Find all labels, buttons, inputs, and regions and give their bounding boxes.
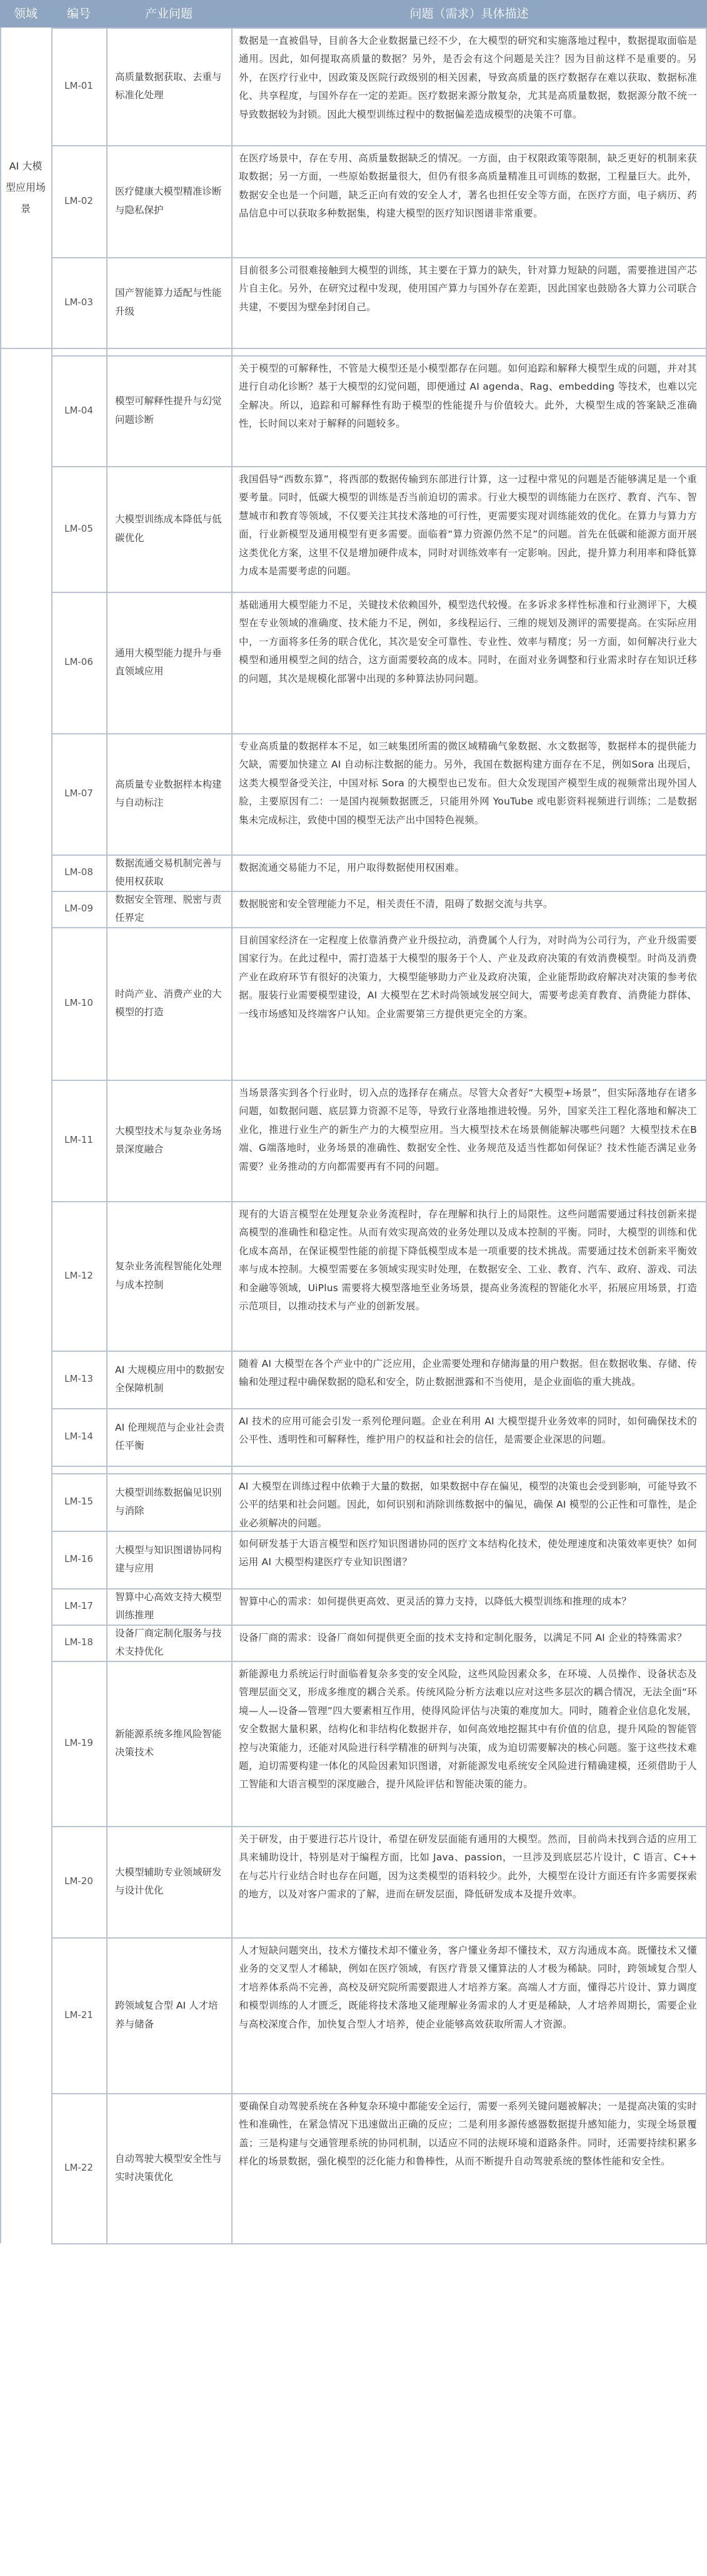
column-divider	[0, 28, 1, 2243]
row-id: LM-04	[64, 404, 93, 416]
row-description: 数据脱密和安全管理能力不足，相关责任不清，阻碍了数据交流与共享。	[239, 898, 553, 910]
row-description: 目前国家经济在一定程度上依靠消费产业升级拉动，消费属个人行为，对时尚为公司行为，产业升级需要国家行为。在此过程中，需打造基于大模型的服务于个人、产业及政府决策的有效消费模型。时尚及消费产业在政府环节有很好的决策力，大模型能够助力产业及政府决策，企业能帮助政府解决对决策的参考依据。服装行业需要模型建设，AI 大模型在艺术时尚领域发展空间大，需要考虑美育教育、消费能力群体、一线市场感知及终端客户认知。企业需要第三方提供更完全的方案。	[239, 935, 697, 1020]
row-description: 数据是一直被倡导，目前各大企业数据量已经不少，在大模型的研究和实施落地过程中，数据提取面临是通用。因此，如何提取高质量的数据？另外，是否会有这个问题是关注？因为目前这样不是重要的。另外，在医疗行业中，因政策及医院行政级别的相关因素，导致高质量的医疗数据存在难以获取、数据标准化、共享程度，与国外存在一定的差距。医疗数据来源分散复杂，尤其是高质量数据，数据源分散不统一导致数据较为封锁。因此大模型训练过程中的数据偏差造成模型的决策不可靠。	[239, 35, 697, 120]
row-problem: 通用大模型能力提升与垂直领域应用	[115, 647, 222, 677]
row-id: LM-12	[64, 1269, 93, 1281]
row-id: LM-14	[64, 1431, 93, 1443]
row-description: 关于模型的可解释性，不管是大模型还是小模型都存在问题。如何追踪和解释大模型生成的问题，并对其进行自动化诊断？基于大模型的幻觉问题，即便通过 AI agenda、Rag、embedding 等技术，也难以完全解决。所以，追踪和可解释性有助于模型的性能提升与价值较大。此外，大模型生成的答案缺乏准确性，长时间以来对于解释的问题较多。	[239, 363, 697, 430]
row-description: 现有的大语言模型在处理复杂业务流程时，存在理解和执行上的局限性。这些问题需要通过科技创新来提高模型的准确性和稳定性。从而有效实现高效的业务处理以及成本控制的平衡。同时，大模型的训练和优化成本高昂，在保证模型性能的前提下降低模型成本是一项重要的技术挑战。需要通过技术创新来平衡效率与成本控制。大模型需要在多领域实现实时处理，在数据安全、工业、教育、汽车、政府、游戏、司法和金融等领域，UiPlus 需要将大模型落地至业务场景，提高业务流程的智能化水平，拓展应用场景，打造示范项目，以推动技术与产业的创新发展。	[239, 1209, 697, 1312]
row-description: 如何研发基于大语言模型和医疗知识图谱协同的医疗文本结构化技术，使处理速度和决策效率更快？如何运用 AI 大模型构建医疗专业知识图谱？	[239, 1538, 697, 1568]
row-description: 目前很多公司很难接触到大模型的训练，其主要在于算力的缺失，针对算力短缺的问题，需要推进国产芯片自主化。另外，在研究过程中发现，使用国产算力与国外存在差距，因此国家也鼓励各大算力公司联合共建，不要因为壁垒封闭自己。	[239, 265, 697, 313]
row-description: 智算中心的需求：如何提供更高效、更灵活的算力支持，以降低大模型训练和推理的成本？	[239, 1596, 632, 1607]
row-description: AI 大模型在训练过程中依赖于大量的数据，如果数据中存在偏见，模型的决策也会受到影响，可能导致不公平的结果和社会问题。因此，如何识别和消除训练数据中的偏见，确保 AI 模型的公正性和可靠性，是企业必须解决的问题。	[239, 1481, 697, 1529]
row-problem: 大模型训练成本降低与低碳优化	[115, 514, 222, 544]
row-id: LM-06	[64, 656, 93, 668]
row-problem: 智算中心高效支持大模型训练推理	[115, 1591, 222, 1621]
row-problem: 大模型辅助专业领域研发与设计优化	[115, 1866, 222, 1896]
row-problem: 复杂业务流程智能化处理与成本控制	[115, 1260, 222, 1291]
row-problem: 大模型训练数据偏见识别与消除	[115, 1486, 222, 1516]
row-problem: 高质量专业数据样本构建与自动标注	[115, 778, 222, 808]
row-id: LM-19	[64, 1737, 93, 1749]
row-problem: 自动驾驶大模型安全性与实时决策优化	[115, 2153, 222, 2183]
row-id: LM-22	[64, 2162, 93, 2174]
header-id: 编号	[51, 0, 106, 28]
row-description: 随着 AI 大模型在各个产业中的广泛应用，企业需要处理和存储海量的用户数据。但在数据收集、存储、传输和处理过程中确保数据的隐私和安全，防止数据泄露和不当使用，是企业面临的重大挑战。	[239, 1358, 697, 1388]
row-divider	[51, 1466, 707, 1467]
row-problem: 医疗健康大模型精准诊断与隐私保护	[115, 186, 222, 216]
row-description: 专业高质量的数据样本不足，如三峡集团所需的微区域精确气象数据、水文数据等，数据样本的提供能力欠缺，需要加快建立 AI 自动标注数据的能力。另外，我国在数据构建方面存在不足，例如Sora 出现后，这类大模型备受关注，中国对标 Sora 的大模型也已发布。但大众发现国产模型生成的视频常出现外国人脸，主要原因有二：一是国内视频数据匮乏，只能用外网 YouTube 或电影资料视频进行训练；二是数据集未完成标注，致使中国的模型无法产出中国特色视频。	[239, 741, 697, 826]
domain-label: AI 大模型应用场景	[5, 160, 46, 215]
row-id: LM-21	[64, 2009, 93, 2021]
header-domain: 领域	[0, 0, 51, 28]
row-problem: 国产智能算力适配与性能升级	[115, 287, 222, 317]
row-problem: 大模型与知识图谱协同构建与应用	[115, 1544, 222, 1574]
row-description: 设备厂商的需求：设备厂商如何提供更全面的技术支持和定制化服务，以满足不同 AI 企业的特殊需求？	[239, 1632, 687, 1643]
row-id: LM-17	[64, 1600, 93, 1612]
row-problem: AI 伦理规范与企业社会责任平衡	[115, 1421, 225, 1451]
row-id: LM-18	[64, 1636, 93, 1648]
row-description: 在医疗场景中，存在专用、高质量数据缺乏的情况。一方面，由于权限政策等限制，缺乏更好的机制来获取数据；另一方面，一些原始数据量很大，但仍有很多高质量精准且可训练的数据，工程量巨大。此外，数据安全也是一个问题，缺乏正向有效的安全人才，著名也担任安全等方面，在医疗方面，电子病历、药品信息中可以获取多种数据集，构建大模型的医疗知识图谱非常重要。	[239, 153, 697, 220]
column-divider	[51, 28, 53, 2243]
row-id: LM-05	[64, 522, 93, 534]
row-description: AI 技术的应用可能会引发一系列伦理问题。企业在利用 AI 大模型提升业务效率的同时，如何确保技术的公平性、透明性和可解释性，维护用户的权益和社会的信任，是需要企业深思的问题。	[239, 1416, 697, 1446]
header-description: 问题（需求）具体描述	[231, 0, 707, 28]
row-problem: 数据安全管理、脱密与责任界定	[115, 893, 222, 923]
domain-divider	[0, 348, 51, 349]
row-description: 关于研发，由于要进行芯片设计，希望在研发层面能有通用的大模型。然而，目前尚未找到合适的应用工具来辅助设计，特别是对于编程方面，比如 Java、passion，一旦涉及到底层芯片设计，C 语言、C++ 在与芯片行业结合时也存在问题，因为这类模型的语料较少。此外，大模型在设计方面还有许多需要探索的地方，以及对客户需求的了解，进而在研发层面，降低研发成本及提升效率。	[239, 1833, 697, 1900]
row-id: LM-08	[64, 866, 93, 878]
row-id: LM-01	[64, 80, 93, 92]
row-problem: 新能源系统多维风险智能决策技术	[115, 1728, 222, 1758]
row-problem: 高质量数据获取、去重与标准化处理	[115, 71, 222, 101]
row-id: LM-16	[64, 1553, 93, 1565]
row-problem: 数据流通交易机制完善与使用权获取	[115, 857, 222, 887]
row-id: LM-03	[64, 296, 93, 308]
row-description: 我国倡导“西数东算”，将西部的数据传输到东部进行计算，这一过程中常见的问题是否能够满足是一个重要考量。同时，低碳大模型的训练是否当前迫切的需求。行业大模型的训练能力在医疗、教育、汽车、智慧城市和教育等领域，不仅要关注其技术落地的可行性，更需要实现对训练能效的优化。在算力与算力方面，行业新模型及通用模型有更多需要。面临着“算力资源仍然不足”的问题。首先在低碳和能源方面开展这类优化方案，这里不仅是增加硬件成本，同时对训练效率有一定影响。因此，提升算力利用率和降低算力成本是需要考虑的问题。	[239, 474, 697, 577]
column-divider	[106, 28, 108, 2243]
row-description: 当场景落实到各个行业时，切入点的选择存在痛点。尽管大众者好“大模型+场景”，但实际落地存在诸多问题，如数据问题、底层算力资源不足等，导致行业落地推进较慢。另外，国家关注工程化落地和解决工业化，推进行业生产的新生产力的大模型应用。当大模型技术在场景侧能解决哪些问题？大模型技术在B端、G端落地时，业务场景的准确性、数据安全性、业务规范及适当性都如何保证？技术性能否满足业务需要？业务推动的方向都需要再有不同的问题。	[239, 1087, 697, 1172]
row-id: LM-07	[64, 788, 93, 799]
row-description: 人才短缺问题突出，技术方懂技术却不懂业务，客户懂业务却不懂技术，双方沟通成本高。既懂技术又懂业务的交叉型人才稀缺，例如在医疗领域，有医疗背景又懂算法的人才极为稀缺。同时，跨领域复合型人才培养体系尚不完善，高校及研究院所需要跟进人才培养方案。高端人才方面，懂得芯片设计、算力调度和模型训练的人才匮乏，既能将技术落地又能理解业务需求的人才更是稀缺，人才培养周期长，需要企业与高校深度合作，加快复合型人才培养，使企业能够高效获取所需人才资源。	[239, 1945, 697, 2030]
row-description: 要确保自动驾驶系统在各种复杂环境中都能安全运行，需要一系列关键问题被解决；一是提高决策的实时性和准确性，在紧急情况下迅速做出正确的反应；二是利用多源传感器数据提升感知能力，实现全场景覆盖；三是构建与交通管理系统的协同机制，以适应不同的法规环境和道路条件。同时，还需要持续积累多样化的场景数据，强化模型的泛化能力和鲁棒性，从而不断提升自动驾驶系统的整体性能和安全性。	[239, 2101, 697, 2168]
row-id: LM-15	[64, 1496, 93, 1508]
row-problem: AI 大规模应用中的数据安全保障机制	[115, 1364, 225, 1394]
row-id: LM-13	[64, 1373, 93, 1385]
row-problem: 时尚产业、消费产业的大模型的打造	[115, 988, 222, 1018]
row-id: LM-09	[64, 903, 93, 915]
row-description: 数据流通交易能力不足，用户取得数据使用权困难。	[239, 862, 465, 873]
row-problem: 跨领域复合型 AI 人才培养与储备	[115, 2000, 218, 2030]
row-problem: 大模型技术与复杂业务场景深度融合	[115, 1125, 222, 1155]
row-divider	[51, 2243, 707, 2244]
row-id: LM-02	[64, 195, 93, 206]
row-description: 基础通用大模型能力不足，关键技术依赖国外，模型迭代较慢。在多诉求多样性标准和行业测评下，大模型在专业领域的准确度、技术能力不足，例如，多线程运行、三维的规划及测评的需要提高。在实际应用中，一方面将多任务的联合优化，其次是安全可靠性、专业性、效率与精度；另一方面，如何解决行业大模型和通用模型之间的结合，这方面需要较高的成本。同时，在面对业务调整和行业需求时存在知识迁移的问题，其次是规模化部署中出现的多种算法协同问题。	[239, 599, 697, 684]
column-divider	[231, 28, 233, 2243]
row-description: 新能源电力系统运行时面临着复杂多变的安全风险，这些风险因素众多，在环境、人员操作、设备状态及管理层面交叉，形成多维度的耦合关系。传统风险分析方法难以应对这些多层次的耦合情况，无法全面“环境—人—设备—管理”四大要素相互作用，使得风险评估与决策的难度加大。同时，随着企业信息化发展，安全数据大量积累，结构化和非结构化数据并存，如何高效地挖掘其中有价值的信息，提升风险的智能管控与决策能力，还能对风险进行科学精准的研判与决策，成为迫切需要解决的核心问题。鉴于这些技术难题，迫切需要构建一体化的风险因素知识图谱，对新能源发电系统安全风险进行精确建模，还须借助于人工智能和大语言模型的深度融合，提升风险评估和智能决策的能力。	[239, 1668, 697, 1790]
row-id: LM-11	[64, 1134, 93, 1146]
row-problem: 模型可解释性提升与幻觉问题诊断	[115, 395, 222, 425]
row-problem: 设备厂商定制化服务与技术支持优化	[115, 1627, 222, 1657]
row-divider	[51, 348, 707, 349]
row-id: LM-20	[64, 1875, 93, 1887]
row-id: LM-10	[64, 997, 93, 1009]
header-problem: 产业问题	[106, 0, 231, 28]
